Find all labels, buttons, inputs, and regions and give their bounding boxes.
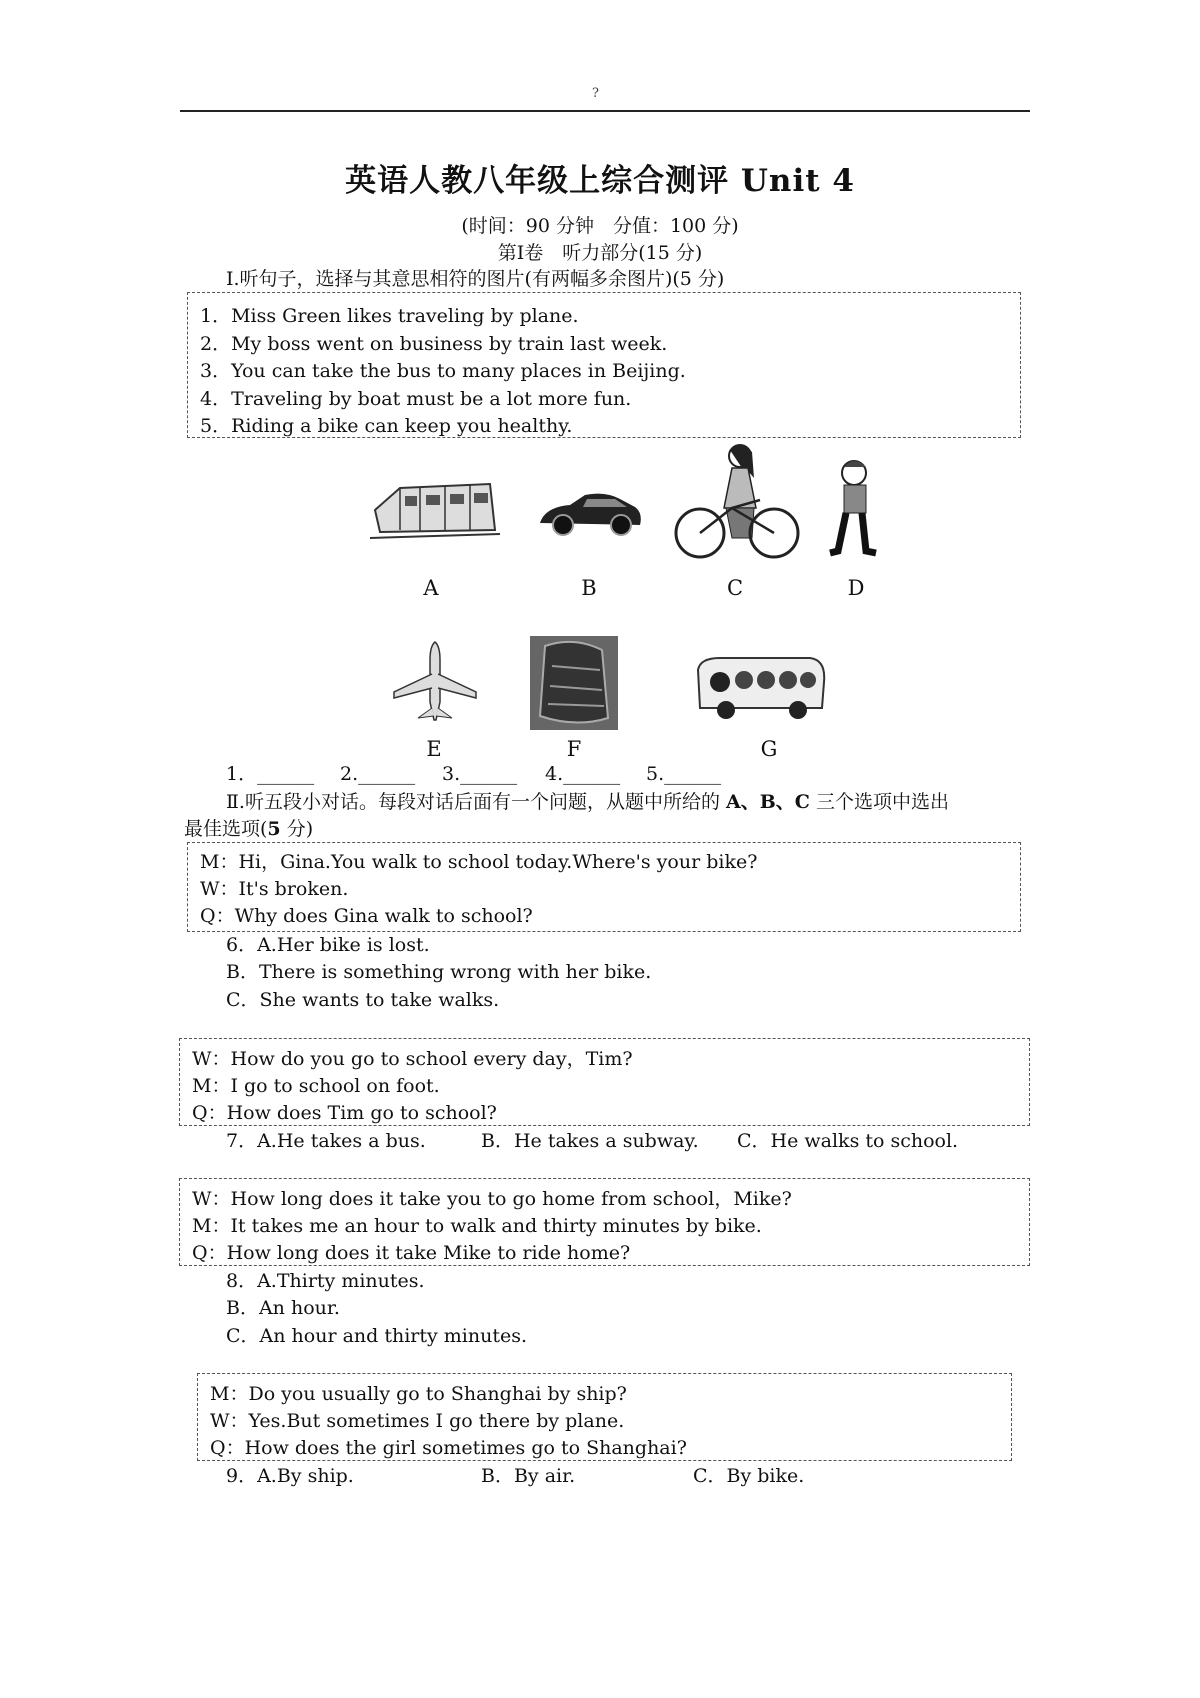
dialogue-line: Q：How long does it take Mike to ride home?: [192, 1242, 631, 1264]
answer-blank-1[interactable]: 1．______: [226, 763, 315, 785]
dialogue-box-8: [179, 1178, 1030, 1266]
bus-icon: [690, 652, 830, 722]
header-mark: ?: [592, 86, 599, 101]
sentence-box: [187, 292, 1021, 438]
dialogue-line: M：Do you usually go to Shanghai by ship?: [210, 1383, 627, 1405]
sentence-2: 2．My boss went on business by train last week.: [200, 333, 668, 355]
plane-icon: [392, 640, 478, 726]
q6-option-b: B．There is something wrong with her bike.: [226, 961, 652, 983]
dialogue-line: M：It takes me an hour to walk and thirty minutes by bike.: [192, 1215, 762, 1237]
q9-option-b: B．By air.: [481, 1465, 576, 1487]
picture-label-b: B: [581, 576, 597, 600]
q7-option-c: C．He walks to school.: [737, 1130, 959, 1152]
train-icon: [370, 470, 500, 550]
dialogue-line: M：I go to school on foot.: [192, 1075, 440, 1097]
volume-title: 第Ⅰ卷 听力部分(15 分): [497, 242, 703, 264]
q9-option-c: C．By bike.: [693, 1465, 805, 1487]
dialogue-line: W：How do you go to school every day，Tim?: [192, 1048, 633, 1070]
walking-boy-icon: [822, 455, 882, 565]
picture-label-c: C: [726, 576, 744, 600]
dialogue-line: W：Yes.But sometimes I go there by plane.: [210, 1410, 625, 1432]
picture-label-d: D: [847, 576, 865, 600]
q9-option-a: 9．A.By ship.: [226, 1465, 354, 1487]
q6-option-a: 6．A.Her bike is lost.: [226, 934, 430, 956]
q7-option-b: B．He takes a subway.: [481, 1130, 699, 1152]
dialogue-line: M：Hi，Gina.You walk to school today.Where's your bike?: [200, 851, 758, 873]
page-title: 英语人教八年级上综合测评 Unit 4: [345, 163, 855, 199]
sentence-3: 3．You can take the bus to many places in Beijing.: [200, 360, 686, 382]
picture-label-a: A: [423, 576, 439, 600]
dialogue-box-9: [197, 1373, 1012, 1461]
sentence-4: 4．Traveling by boat must be a lot more fun.: [200, 388, 632, 410]
car-icon: [535, 485, 645, 545]
bike-girl-icon: [672, 438, 802, 568]
answer-blank-4[interactable]: 4.______: [545, 763, 621, 785]
header-rule: [180, 110, 1030, 112]
dialogue-line: Q：Why does Gina walk to school?: [200, 905, 533, 927]
boat-icon: [530, 636, 618, 730]
dialogue-line: W：How long does it take you to go home from school，Mike?: [192, 1188, 792, 1210]
answer-blank-3[interactable]: 3.______: [442, 763, 518, 785]
answer-blank-5[interactable]: 5.______: [646, 763, 722, 785]
dialogue-box-6: [187, 842, 1021, 932]
q7-option-a: 7．A.He takes a bus.: [226, 1130, 426, 1152]
section2-instruction-line2: 最佳选项(5 分): [184, 818, 314, 840]
picture-label-f: F: [566, 737, 582, 761]
q8-option-b: B．An hour.: [226, 1297, 340, 1319]
answer-blank-2[interactable]: 2.______: [340, 763, 416, 785]
q6-option-c: C．She wants to take walks.: [226, 989, 500, 1011]
section2-instruction-line1: Ⅱ.听五段小对话。每段对话后面有一个问题，从题中所给的 A、B、C 三个选项中选出: [226, 791, 949, 813]
sentence-5: 5．Riding a bike can keep you healthy.: [200, 415, 573, 437]
dialogue-line: Q：How does Tim go to school?: [192, 1102, 497, 1124]
q8-option-a: 8．A.Thirty minutes.: [226, 1270, 425, 1292]
dialogue-box-7: [179, 1038, 1030, 1126]
dialogue-line: W：It's broken.: [200, 878, 349, 900]
picture-label-e: E: [426, 737, 442, 761]
section1-instruction: Ⅰ.听句子，选择与其意思相符的图片(有两幅多余图片)(5 分): [226, 268, 725, 290]
sentence-1: 1．Miss Green likes traveling by plane.: [200, 305, 579, 327]
dialogue-line: Q：How does the girl sometimes go to Shanghai?: [210, 1437, 687, 1459]
q8-option-c: C．An hour and thirty minutes.: [226, 1325, 528, 1347]
exam-meta: (时间：90 分钟 分值：100 分): [461, 215, 739, 237]
picture-label-g: G: [760, 737, 778, 761]
